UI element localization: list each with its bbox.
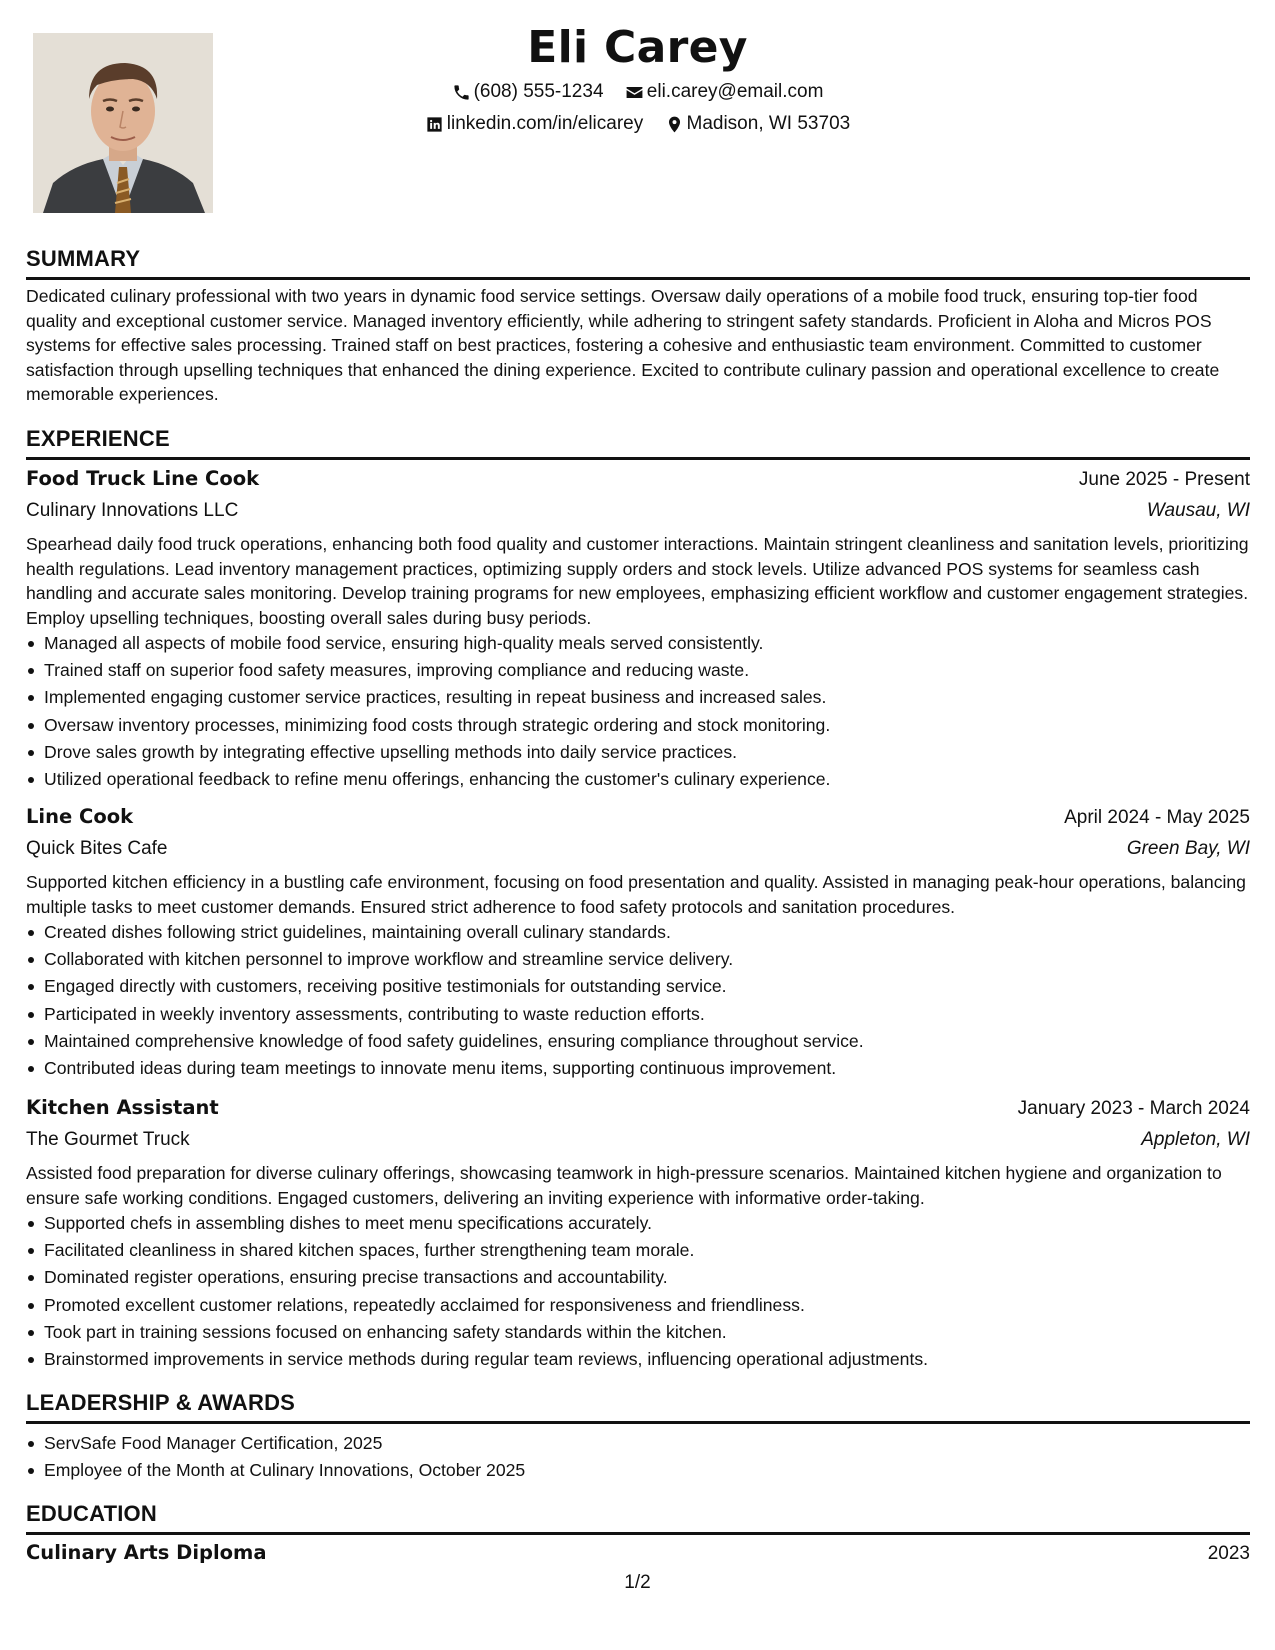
contact-line-1 [0,79,1275,110]
job-location: Green Bay, WI [1126,838,1250,859]
summary-text: Dedicated culinary professional with two years in dynamic food service settings. Oversaw daily operations of a mobile food truck, ensuring top-tier food quality and exceptional customer service. Managed inventory efficiently, while adhering to stringent safety standards. Proficient in Aloha and Micros POS systems for effective sales processing. Trained staff on best practices, fostering a cohesive and enthusiastic team environment. Committed to customer satisfaction through upselling techniques that enhanced the dining experience. Excited to contribute culinary passion and operational excellence to create memorable experiences. [26,286,1220,404]
experience-section [26,425,1250,460]
job-location: Wausau, WI [1146,500,1250,521]
linkedin-icon [425,115,444,134]
linkedin-contact[interactable] [425,111,643,137]
list-item: Participated in weekly inventory assessments, contributing to waste reduction efforts. [44,1001,1250,1028]
location-text: Madison, WI 53703 [686,113,851,134]
email-contact[interactable] [625,79,824,105]
candidate-name: Eli Carey [527,22,748,73]
list-item: Employee of the Month at Culinary Innovations, October 2025 [44,1457,1250,1484]
award-list [26,1430,1250,1484]
job-bullets [26,1210,1250,1373]
location-contact [665,111,851,137]
list-item: Managed all aspects of mobile food service, ensuring high-quality meals served consistently. [44,630,1250,657]
job-date: April 2024 - May 2025 [1064,807,1250,828]
list-item: Trained staff on superior food safety measures, improving compliance and reducing waste. [44,657,1250,684]
list-item: Created dishes following strict guidelines, maintaining overall culinary standards. [44,919,1250,946]
list-item: Implemented engaging customer service practices, resulting in repeat business and increased sales. [44,684,1250,711]
job-date: June 2025 - Present [1078,469,1250,490]
list-item: Dominated register operations, ensuring precise transactions and accountability. [44,1264,1250,1291]
list-item: Engaged directly with customers, receiving positive testimonials for outstanding service. [44,973,1250,1000]
linkedin-url: linkedin.com/in/elicarey [446,113,644,134]
job-entry [26,1092,1250,1373]
list-item: Supported chefs in assembling dishes to meet menu specifications accurately. [44,1210,1250,1237]
job-entry [26,463,1250,793]
education-section [26,1500,1250,1570]
list-item: Contributed ideas during team meetings to innovate menu items, supporting continuous improvement. [44,1055,1250,1082]
list-item: Drove sales growth by integrating effective upselling methods into daily service practices. [44,739,1250,766]
summary-section [26,245,1250,407]
email-address: eli.carey@email.com [646,81,824,102]
phone-number: (608) 555-1234 [473,81,604,102]
map-pin-icon [665,115,684,134]
list-item: Brainstormed improvements in service methods during regular team reviews, influencing operational adjustments. [44,1346,1250,1373]
list-item: Collaborated with kitchen personnel to improve workflow and streamline service delivery. [44,946,1250,973]
experience-heading: EXPERIENCE [26,425,1250,460]
envelope-icon [625,83,644,102]
job-description: Assisted food preparation for diverse culinary offerings, showcasing teamwork in high-pressure scenarios. Maintained kitchen hygiene and organization to ensure safe working conditions. Engaged customers, delivering an inviting experience with informative order-taking. [26,1163,1222,1208]
leadership-heading: LEADERSHIP & AWARDS [26,1389,1250,1424]
page-number: 1/2 [624,1572,651,1593]
list-item: Took part in training sessions focused on enhancing safety standards within the kitchen. [44,1319,1250,1346]
list-item: Maintained comprehensive knowledge of food safety guidelines, ensuring compliance throughout service. [44,1028,1250,1055]
job-description: Supported kitchen efficiency in a bustling cafe environment, focusing on food presentation and quality. Assisted in managing peak-hour operations, balancing multiple tasks to meet customer demands. Ensured strict adherence to food safety protocols and sanitation procedures. [26,872,1246,917]
leadership-section [26,1389,1250,1484]
job-date: January 2023 - March 2024 [1017,1098,1250,1119]
company-name: The Gourmet Truck [26,1129,190,1150]
list-item: Facilitated cleanliness in shared kitchen spaces, further strengthening team morale. [44,1237,1250,1264]
list-item: Utilized operational feedback to refine menu offerings, enhancing the customer's culinary experience. [44,766,1250,793]
graduation-year: 2023 [1207,1543,1250,1564]
list-item: Oversaw inventory processes, minimizing food costs through strategic ordering and stock monitoring. [44,712,1250,739]
job-description: Spearhead daily food truck operations, enhancing both food quality and customer interactions. Maintain stringent cleanliness and sanitation levels, prioritizing health regulations. Lead inventory management practices, optimizing supply orders and stock levels. Utilize advanced POS systems for seamless cash handling and accurate sales monitoring. Develop training programs for new employees, emphasizing efficient workflow and customer engagement strategies. Employ upselling techniques, boosting overall sales during busy periods. [26,534,1249,628]
education-heading: EDUCATION [26,1500,1250,1535]
contact-line-2 [0,111,1275,142]
company-name: Quick Bites Cafe [26,838,168,859]
job-bullets [26,630,1250,793]
degree-name: Culinary Arts Diploma [26,1541,267,1564]
job-title: Kitchen Assistant [26,1096,219,1119]
phone-icon [452,83,471,102]
job-entry [26,801,1250,1082]
list-item: Promoted excellent customer relations, repeatedly acclaimed for responsiveness and friendliness. [44,1292,1250,1319]
company-name: Culinary Innovations LLC [26,500,239,521]
job-bullets [26,919,1250,1082]
list-item: ServSafe Food Manager Certification, 2025 [44,1430,1250,1457]
job-title: Food Truck Line Cook [26,467,260,490]
summary-heading: SUMMARY [26,245,1250,280]
phone-contact[interactable] [452,79,604,105]
job-title: Line Cook [26,805,134,828]
job-location: Appleton, WI [1141,1129,1250,1150]
